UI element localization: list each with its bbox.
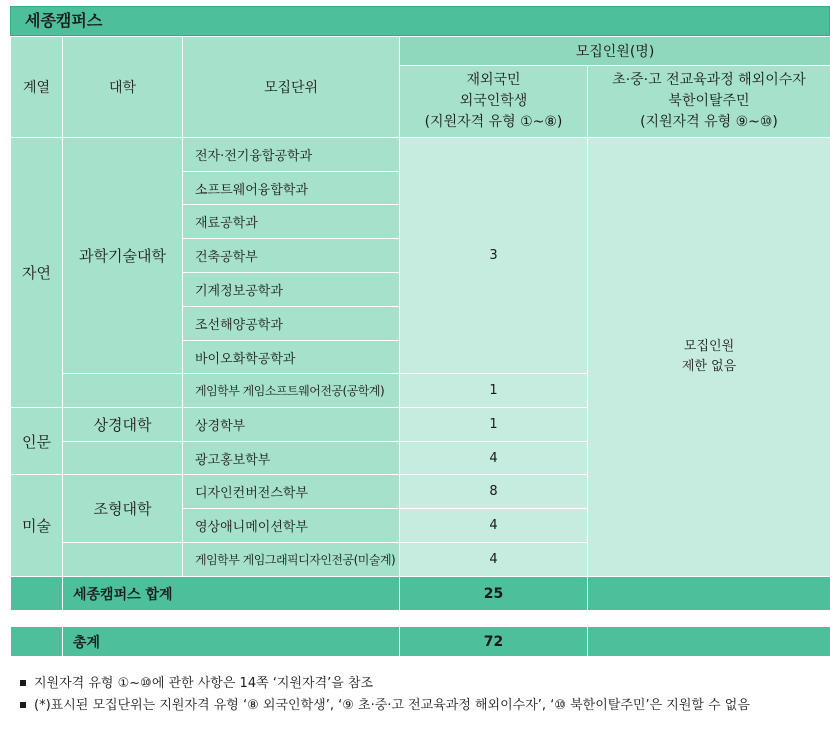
quota-animation: 4 [400,509,588,543]
unit-row: 재료공학과 [183,205,400,239]
group-science: 자연 [11,138,63,408]
total-blank [11,577,63,611]
unit-row: 게임학부 게임소프트웨어전공(공학계) [183,374,400,408]
unit-row: 바이오화학공학과 [183,341,400,374]
college-empty [63,442,183,475]
college-business: 상경대학 [63,408,183,442]
unit-row: 광고홍보학부 [183,442,400,475]
header-unit: 모집단위 [183,37,400,138]
quota-business: 1 [400,408,588,442]
grand-total-label: 총계 [63,627,400,657]
college-empty [63,374,183,408]
header-field: 계열 [11,37,63,138]
quota-sci-tech: 3 [400,138,588,374]
unit-row: 소프트웨어융합학과 [183,172,400,205]
quota-game-sw: 1 [400,374,588,408]
campus-total-value: 25 [400,577,588,611]
grand-total-value: 72 [400,627,588,657]
note-item: (*)표시된 모집단위는 지원자격 유형 ‘⑧ 외국인학생’, ‘⑨ 초·중·고 전교육과정 해외이수자’, ‘⑩ 북한이탈주민’은 지원할 수 없음 [20,695,750,717]
quota-advertising: 4 [400,442,588,475]
unit-row: 영상애니메이션학부 [183,509,400,543]
unit-row: 상경학부 [183,408,400,442]
quota-game-graphic: 4 [400,543,588,577]
total-blank [11,627,63,657]
unit-row: 전자·전기융합공학과 [183,138,400,172]
header-quota: 모집인원(명) [400,37,830,66]
unit-row: 기계정보공학과 [183,273,400,307]
header-defector-column: 초·중·고 전교육과정 해외이수자 북한이탈주민 (지원자격 유형 ⑨~⑩) [588,66,830,138]
total-blank [588,627,830,657]
unit-row: 게임학부 게임그래픽디자인전공(미술계) [183,543,400,577]
college-sci-tech: 과학기술대학 [63,138,183,374]
college-empty [63,543,183,577]
bullet-icon [20,680,26,686]
note-item: 지원자격 유형 ①~⑩에 관한 사항은 14쪽 ‘지원자격’을 참조 [20,673,750,695]
group-arts: 미술 [11,475,63,577]
unit-row: 건축공학부 [183,239,400,273]
campus-total-label: 세종캠퍼스 합계 [63,577,400,611]
quota-design-conv: 8 [400,475,588,509]
bullet-icon [20,702,26,708]
no-limit-cell: 모집인원 제한 없음 [588,138,830,577]
grand-total-table [10,626,830,657]
header-overseas-column: 재외국민 외국인학생 (지원자격 유형 ①~⑧) [400,66,588,138]
total-blank [588,577,830,611]
college-design: 조형대학 [63,475,183,543]
group-humanities: 인문 [11,408,63,475]
notes [20,673,750,717]
unit-row: 디자인컨버전스학부 [183,475,400,509]
campus-title: 세종캠퍼스 [10,6,830,36]
header-college: 대학 [63,37,183,138]
quota-table [10,36,830,611]
unit-row: 조선해양공학과 [183,307,400,341]
